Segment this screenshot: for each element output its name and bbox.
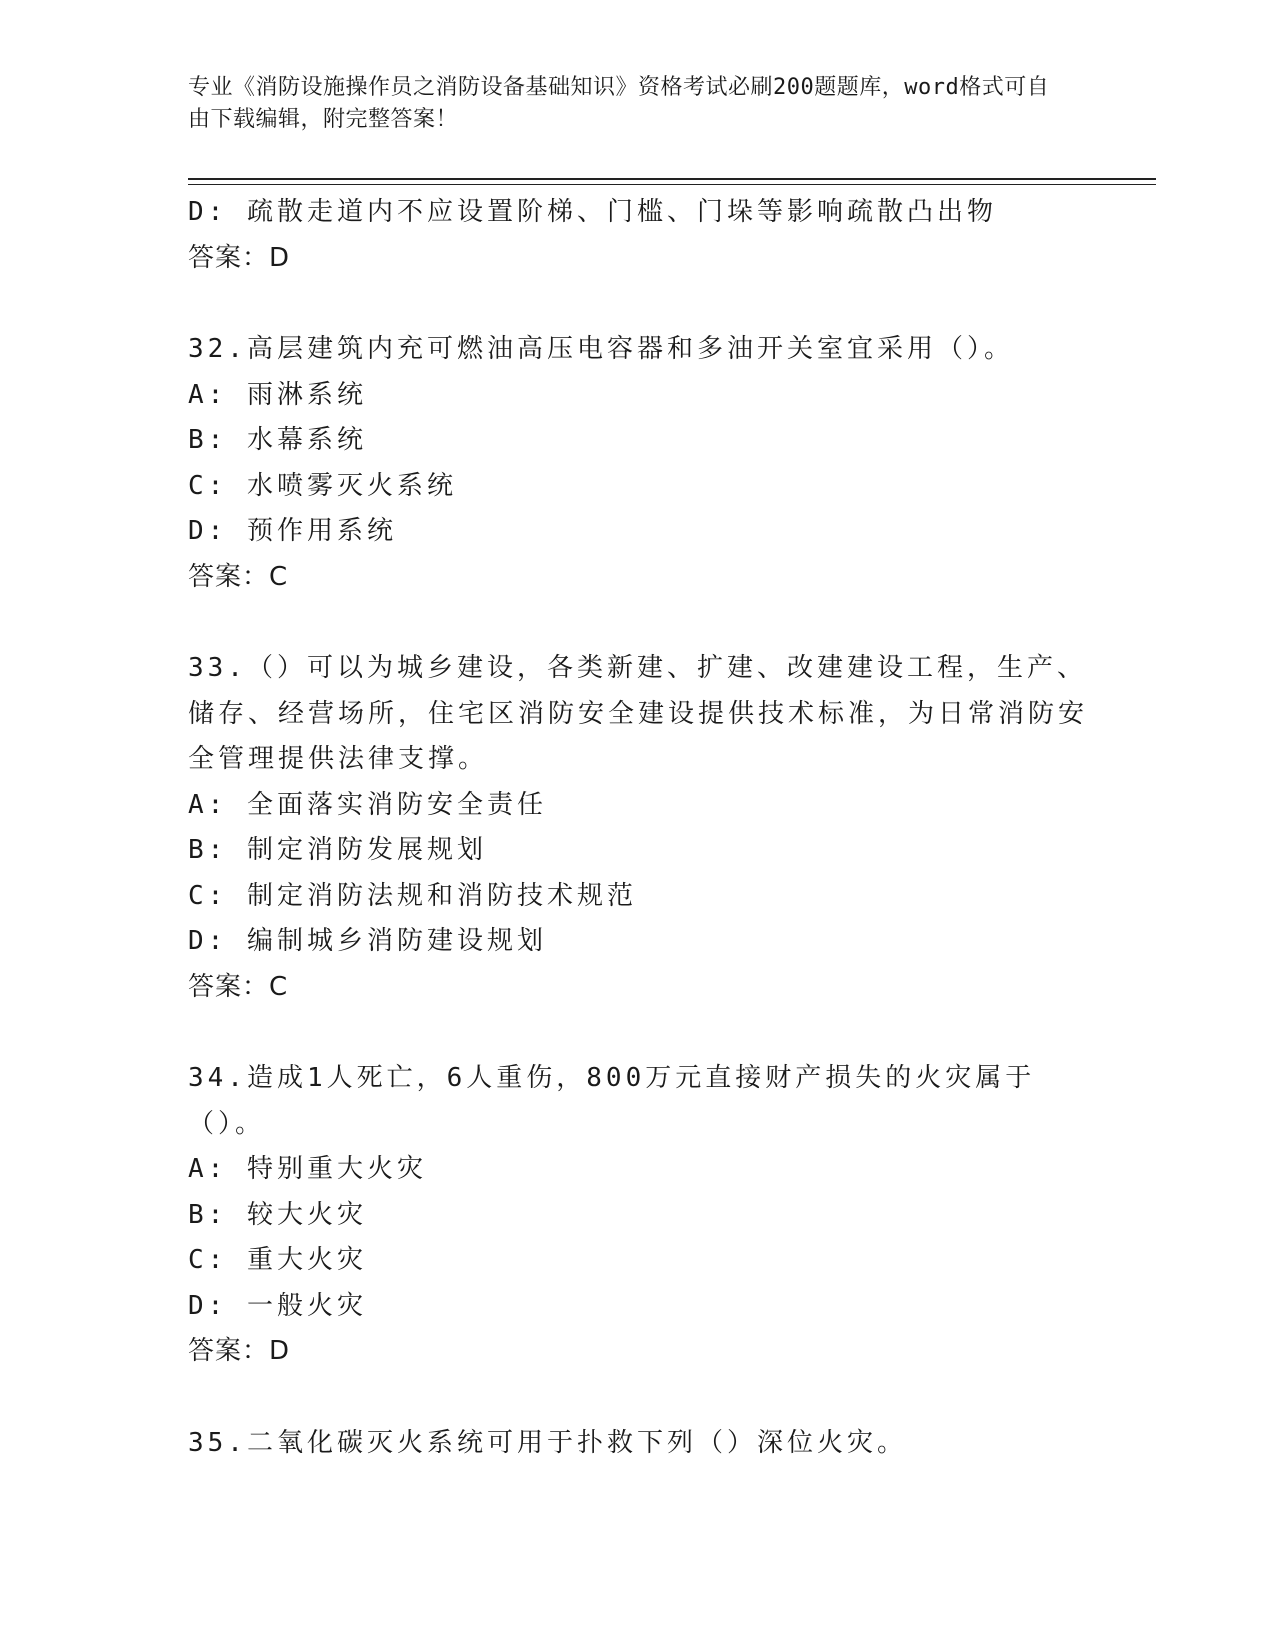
spacer xyxy=(188,1010,1088,1056)
option-d: D: 预作用系统 xyxy=(188,516,397,546)
option-b: B: 较大火灾 xyxy=(188,1199,367,1230)
option-b: B: 水幕系统 xyxy=(188,425,367,455)
option-a: A: 特别重大火灾 xyxy=(188,1154,427,1184)
option-d: D: 编制城乡消防建设规划 xyxy=(188,926,547,956)
header-rule-thick xyxy=(188,178,1156,180)
spacer xyxy=(188,1375,1088,1421)
answer-text: 答案：D xyxy=(188,1336,291,1366)
option-a: A: 全面落实消防安全责任 xyxy=(188,789,547,820)
spacer xyxy=(188,281,1088,327)
question-block-33 xyxy=(188,646,1088,1010)
question-list xyxy=(188,190,1088,1466)
prev-answer: 答案：D xyxy=(188,242,291,273)
option-c: C: 水喷雾灭火系统 xyxy=(188,470,457,501)
header-rule-thin xyxy=(188,184,1156,185)
option-c: C: 制定消防法规和消防技术规范 xyxy=(188,880,637,911)
answer-text: 答案：C xyxy=(188,971,289,1002)
option-d: D: 一般火灾 xyxy=(188,1290,367,1321)
answer-text: 答案：C xyxy=(188,561,289,592)
document-header: 专业《消防设施操作员之消防设备基础知识》资格考试必刷200题题库，word格式可自由下载编辑，附完整答案！ xyxy=(188,75,1050,132)
option-a: A: 雨淋系统 xyxy=(188,379,367,410)
question-text: 34.造成1人死亡，6人重伤，800万元直接财产损失的火灾属于（）。 xyxy=(188,1063,1036,1139)
prev-option-d: D: 疏散走道内不应设置阶梯、门槛、门垛等影响疏散凸出物 xyxy=(188,197,997,227)
option-c: C: 重大火灾 xyxy=(188,1245,367,1275)
question-text: 32.高层建筑内充可燃油高压电容器和多油开关室宜采用（）。 xyxy=(188,334,1014,364)
option-b: B: 制定消防发展规划 xyxy=(188,835,487,865)
question-block-34 xyxy=(188,1056,1088,1375)
question-text-35: 35.二氧化碳灭火系统可用于扑救下列（）深位火灾。 xyxy=(188,1427,907,1458)
question-block-32 xyxy=(188,327,1088,600)
spacer xyxy=(188,600,1088,646)
question-text: 33.（）可以为城乡建设，各类新建、扩建、改建建设工程，生产、储存、经营场所，住宅区消防安全建设提供技术标准，为日常消防安全管理提供法律支撑。 xyxy=(188,653,1089,774)
